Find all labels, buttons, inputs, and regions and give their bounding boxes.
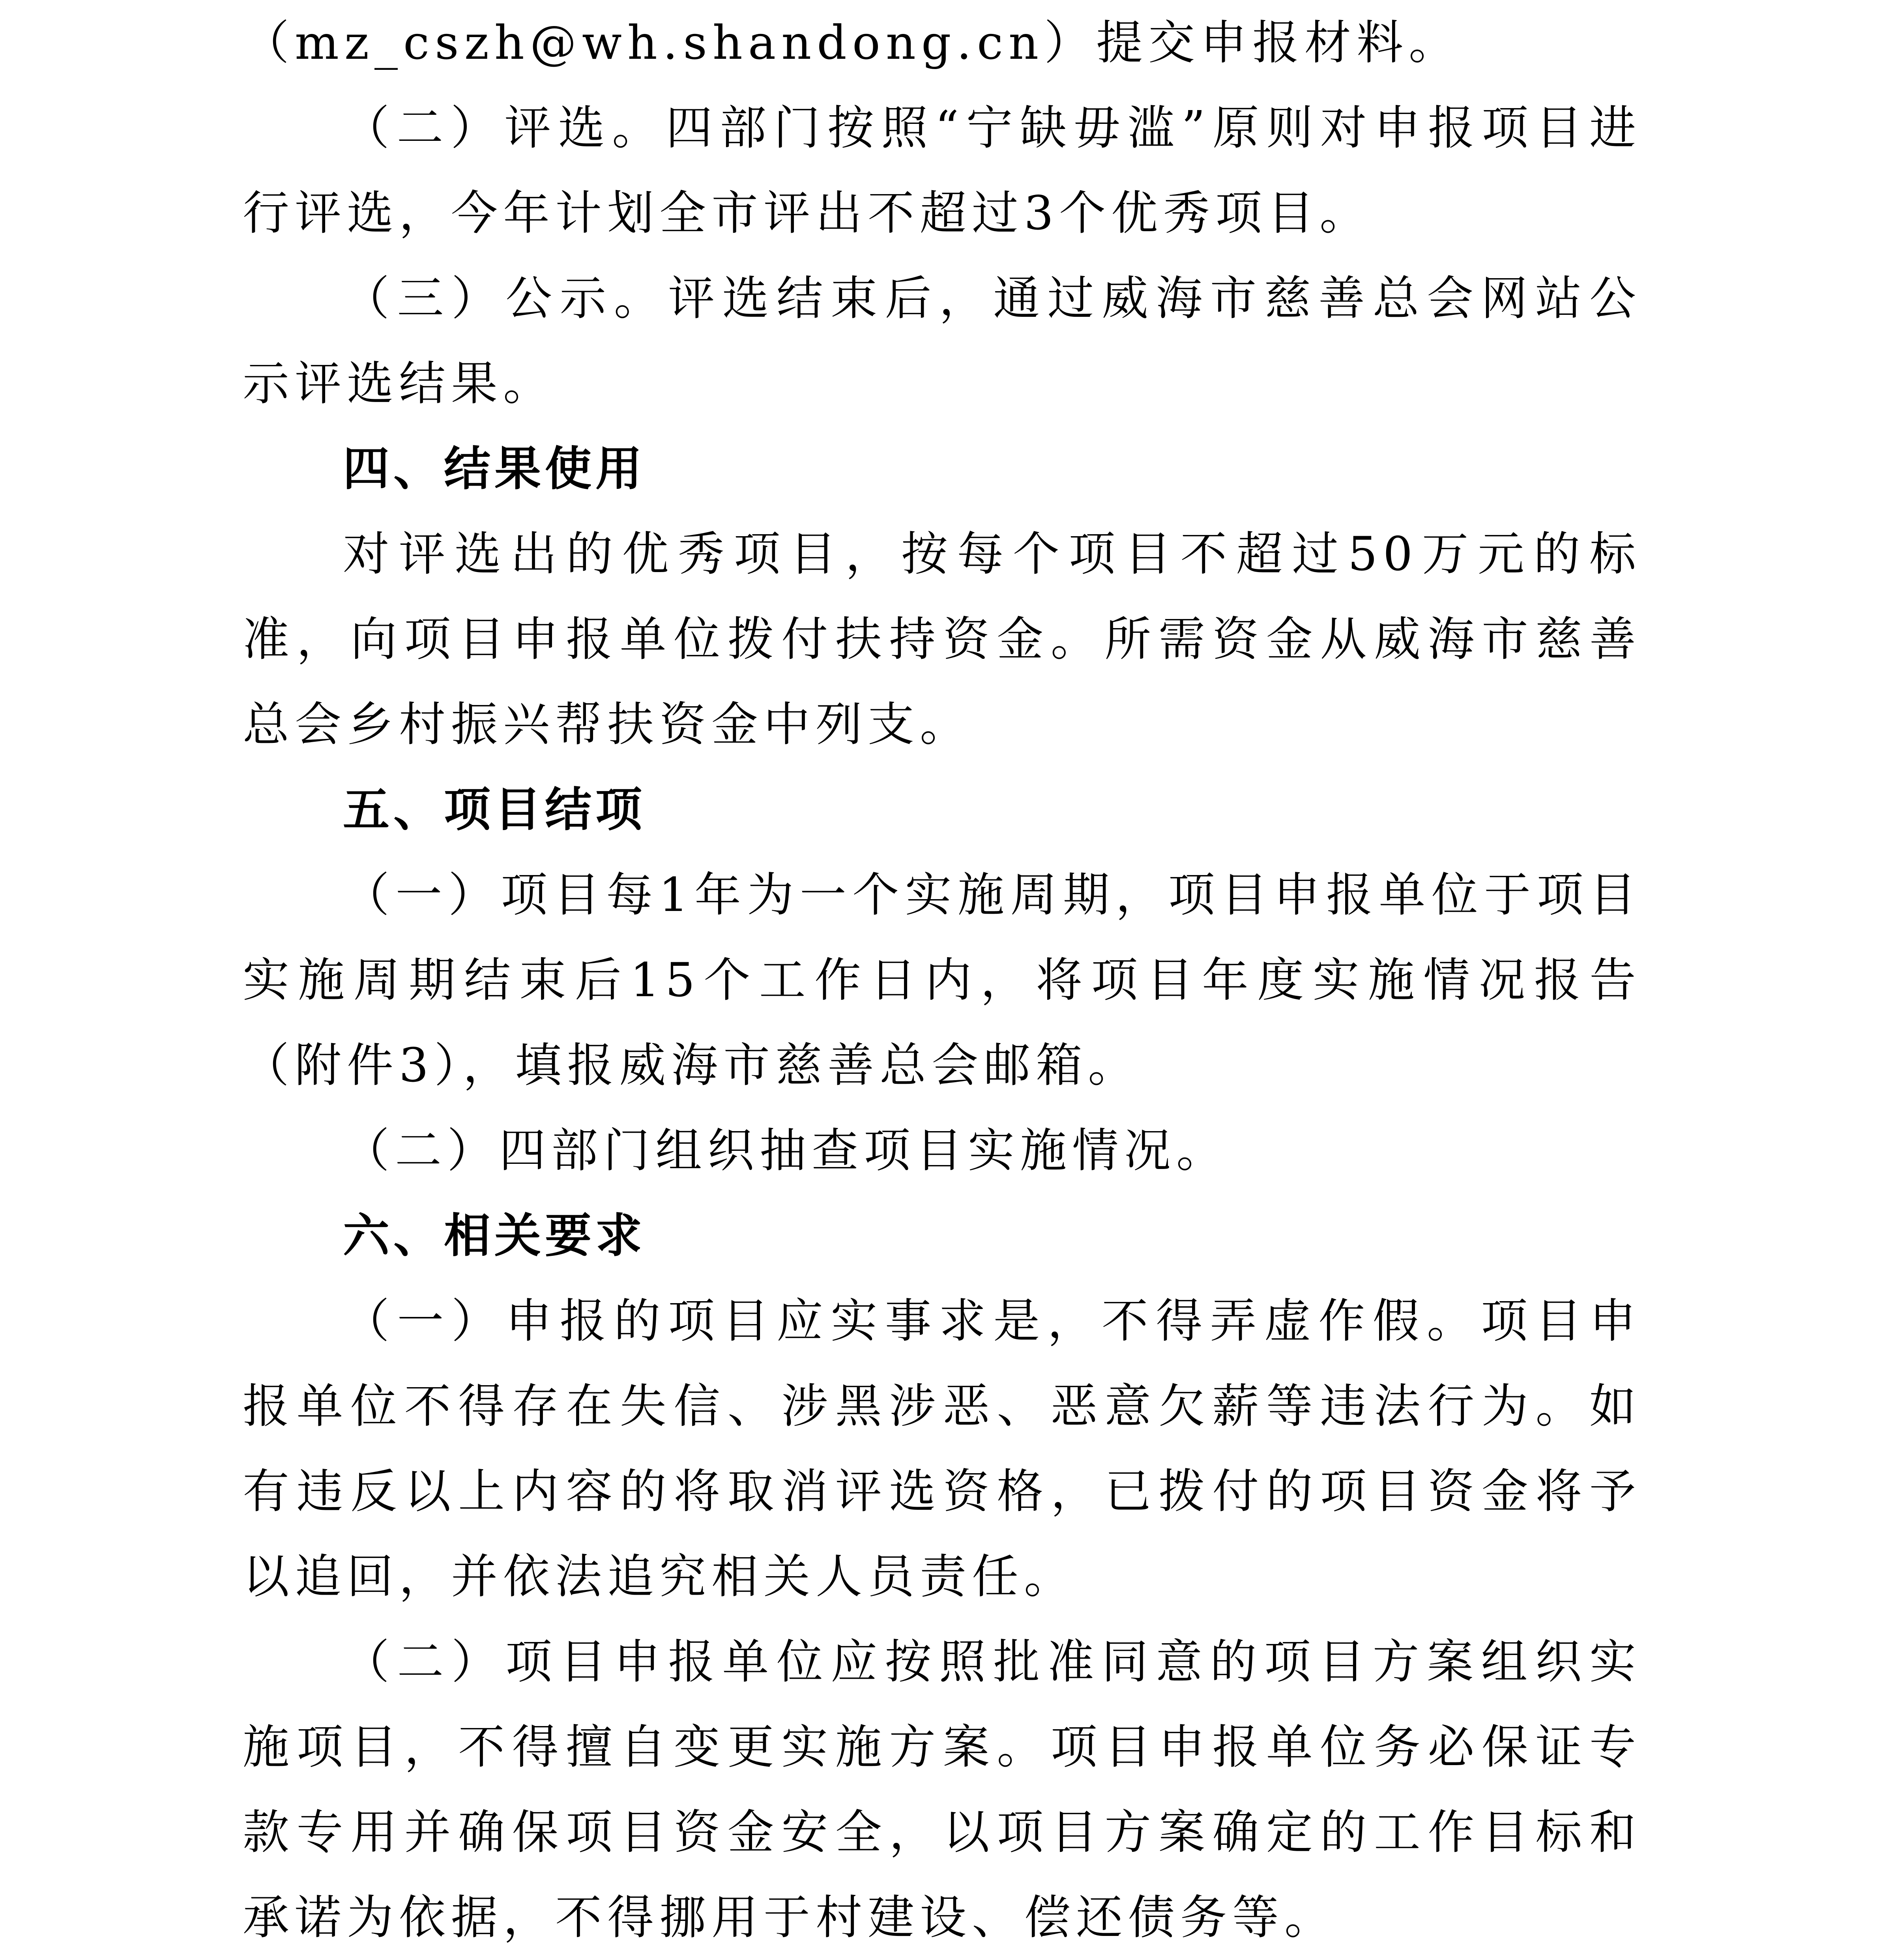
heading-requirements: 六、相关要求	[343, 1208, 646, 1263]
paragraph-truthfulness: （一）申报的项目应实事求是，不得弄虚作假。项目申报单位不得存在失信、涉黑涉恶、恶意欠薪等违法行为。如有违反以上内容的将取消评选资格，已拨付的项目资金将予以追回，并依法追究相关人员责任。	[243, 1294, 1641, 1604]
paragraph-implementation-cycle: （一）项目每1年为一个实施周期，项目申报单位于项目实施周期结束后15个工作日内，将项目年度实施情况报告（附件3），填报威海市慈善总会邮箱。	[243, 868, 1641, 1092]
heading-result-usage: 四、结果使用	[343, 441, 646, 496]
document-body	[243, 0, 1641, 1960]
paragraph-email-submission: （mz_cszh@wh.shandong.cn）提交申报材料。	[243, 15, 1461, 70]
paragraph-fund-usage: （二）项目申报单位应按照批准同意的项目方案组织实施项目，不得擅自变更实施方案。项目申报单位务必保证专款专用并确保项目资金安全，以项目方案确定的工作目标和承诺为依据，不得挪用于村建设、偿还债务等。	[243, 1635, 1641, 1945]
paragraph-publicity: （三）公示。评选结束后，通过威海市慈善总会网站公示评选结果。	[243, 271, 1641, 411]
paragraph-spot-check: （二）四部门组织抽查项目实施情况。	[343, 1123, 1229, 1178]
heading-project-closure: 五、项目结项	[343, 782, 646, 837]
paragraph-funding: 对评选出的优秀项目，按每个项目不超过50万元的标准，向项目申报单位拨付扶持资金。所需资金从威海市慈善总会乡村振兴帮扶资金中列支。	[243, 527, 1641, 752]
paragraph-selection: （二）评选。四部门按照“宁缺毋滥”原则对申报项目进行评选，今年计划全市评出不超过3个优秀项目。	[243, 101, 1641, 240]
